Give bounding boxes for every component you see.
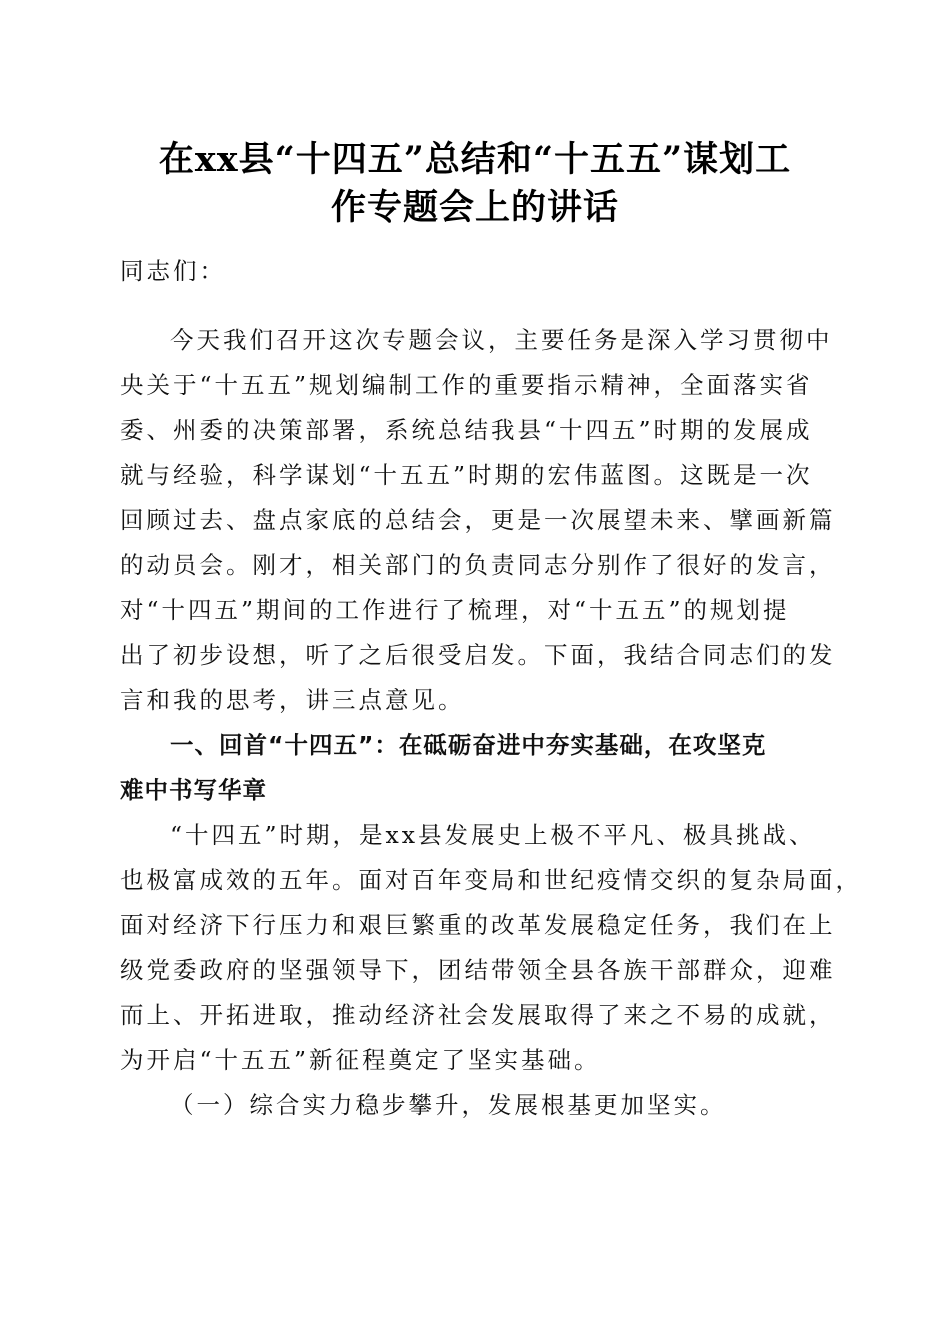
- document-title-line-2: 作专题会上的讲话: [330, 187, 619, 228]
- paragraph-1-line: 央关于“十五五”规划编制工作的重要指示精神，全面落实省: [120, 371, 813, 399]
- paragraph-1-line: 出了初步设想，听了之后很受启发。下面，我结合同志们的发: [120, 641, 836, 669]
- paragraph-1-line: 回顾过去、盘点家底的总结会，更是一次展望未来、擘画新篇: [120, 506, 836, 534]
- salutation: 同志们：: [120, 257, 226, 285]
- paragraph-2-line: 级党委政府的坚强领导下，团结带领全县各族干部群众，迎难: [120, 956, 836, 984]
- paragraph-1-line: 的动员会。刚才，相关部门的负责同志分别作了很好的发言，: [120, 551, 836, 579]
- paragraph-2-line: 而上、开拓进取，推动经济社会发展取得了来之不易的成就，: [120, 1001, 836, 1029]
- paragraph-1-line: 今天我们召开这次专题会议，主要任务是深入学习贯彻中: [170, 326, 833, 354]
- section-heading-line: 难中书写华章: [120, 776, 267, 804]
- paragraph-1-line: 对“十四五”期间的工作进行了梳理，对“十五五”的规划提: [120, 596, 790, 624]
- subsection-heading: （一）综合实力稳步攀升，发展根基更加坚实。: [170, 1091, 727, 1119]
- paragraph-2-line: 面对经济下行压力和艰巨繁重的改革发展稳定任务，我们在上: [120, 911, 836, 939]
- paragraph-1-line: 就与经验，科学谋划“十五五”时期的宏伟蓝图。这既是一次: [120, 461, 813, 489]
- paragraph-2-line: 也极富成效的五年。面对百年变局和世纪疫情交织的复杂局面，: [120, 866, 862, 894]
- paragraph-2-line: “十四五”时期，是xx县发展史上极不平凡、极具挑战、: [170, 821, 816, 849]
- paragraph-1-line: 委、州委的决策部署，系统总结我县“十四五”时期的发展成: [120, 416, 813, 444]
- document-title-line-1: 在xx县“十四五”总结和“十五五”谋划工: [158, 139, 792, 180]
- paragraph-2-line: 为开启“十五五”新征程奠定了坚实基础。: [120, 1046, 601, 1074]
- paragraph-1-line: 言和我的思考，讲三点意见。: [120, 686, 465, 714]
- section-heading-line: 一、回首“十四五”：在砥砺奋进中夯实基础，在攻坚克: [170, 731, 767, 759]
